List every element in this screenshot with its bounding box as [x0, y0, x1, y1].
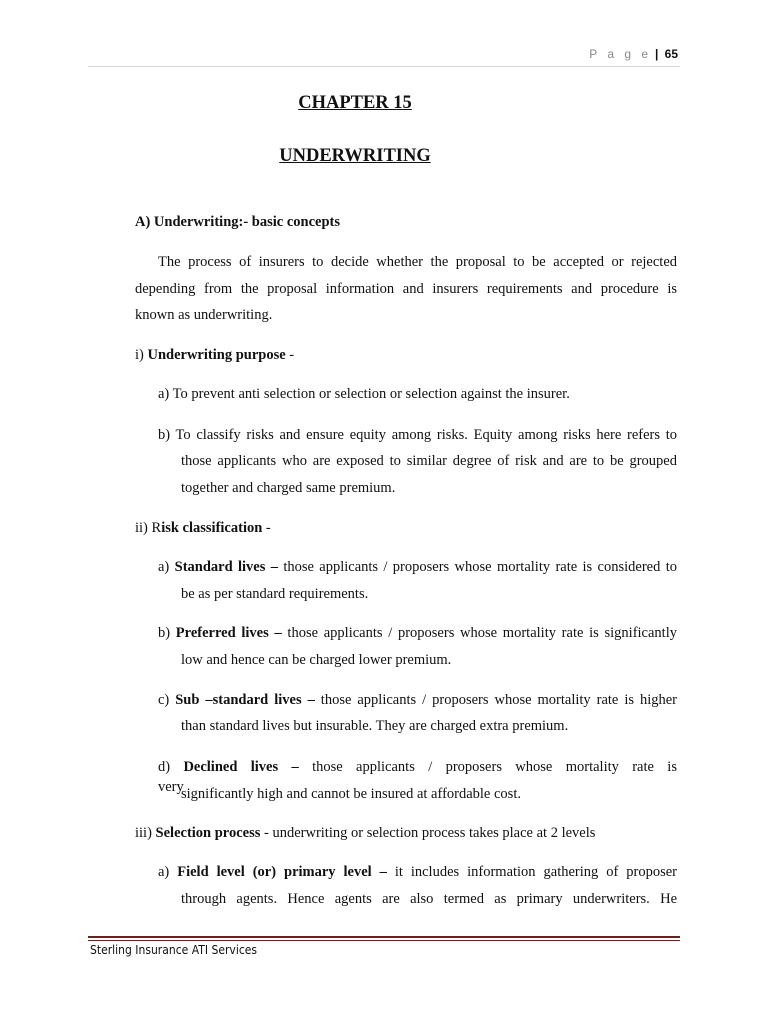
list-text: it includes information gathering of proposer: [386, 864, 677, 880]
list-item: [158, 557, 677, 577]
paragraph-line: known as underwriting.: [135, 307, 273, 323]
list-term: Field level (or) primary level –: [177, 864, 387, 880]
section-heading-text: A) Underwriting:- basic concepts: [135, 214, 340, 230]
list-text: those applicants / proposers whose mortality rate is higher: [314, 692, 677, 708]
footer-divider: [88, 936, 680, 938]
list-label: c): [158, 692, 176, 708]
subsection-prefix: iii): [135, 825, 156, 841]
subsection-title: isk classification: [161, 520, 263, 536]
list-label: a): [158, 559, 175, 575]
subsection-suffix: -: [262, 520, 271, 536]
list-text: those applicants / proposers whose mortality rate is considered to: [277, 559, 677, 575]
subsection-title: Underwriting purpose: [147, 347, 286, 363]
header-divider: [88, 66, 680, 67]
page-header: [589, 47, 678, 61]
paragraph-line: depending from the proposal information and insurers requirements and procedure is: [135, 281, 677, 297]
list-item-continuation: through agents. Hence agents are also termed as primary underwriters. He: [181, 891, 677, 907]
list-item: [158, 690, 677, 710]
list-item-continuation: be as per standard requirements.: [181, 586, 369, 602]
subsection-title: Selection process: [155, 825, 261, 841]
list-label: b): [158, 625, 176, 641]
list-term: Standard lives –: [174, 559, 278, 575]
list-item-continuation: low and hence can be charged lower premium.: [181, 652, 452, 668]
list-term: Declined lives –: [183, 759, 299, 775]
list-item-continuation: together and charged same premium.: [181, 480, 396, 496]
subsection-heading: [135, 518, 271, 538]
list-text: those applicants / proposers whose mortality rate is significantly: [281, 625, 677, 641]
subsection-prefix: i): [135, 347, 148, 363]
list-item-continuation: significantly high and cannot be insured at affordable cost.: [181, 786, 521, 802]
subsection-suffix: - underwriting or selection process takes place at 2 levels: [260, 825, 596, 841]
subsection-suffix: -: [285, 347, 295, 363]
list-item: b) To classify risks and ensure equity among risks. Equity among risks here refers to: [158, 427, 677, 443]
subsection-heading: [135, 823, 595, 843]
list-item-continuation: those applicants who are exposed to similar degree of risk and are to be grouped: [181, 453, 677, 469]
list-label: a): [158, 864, 178, 880]
page-separator: |: [654, 47, 659, 61]
chapter-heading: CHAPTER 15: [298, 93, 412, 113]
list-term: Sub –standard lives –: [175, 692, 315, 708]
subsection-prefix: ii) R: [135, 520, 162, 536]
list-label: d): [158, 759, 184, 775]
section-heading: [135, 212, 340, 232]
footer-text: Sterling Insurance ATI Services: [90, 943, 258, 957]
page-label: P a g e: [589, 47, 652, 61]
list-item: [158, 862, 677, 882]
list-item-continuation: than standard lives but insurable. They are charged extra premium.: [181, 718, 569, 734]
footer-divider-thin: [88, 940, 680, 941]
list-term: Preferred lives –: [175, 625, 282, 641]
chapter-title: UNDERWRITING: [279, 146, 431, 166]
page-number: 65: [664, 47, 678, 61]
paragraph-line: The process of insurers to decide whether the proposal to be accepted or rejected: [158, 254, 677, 270]
list-item: [158, 623, 677, 643]
list-item: a) To prevent anti selection or selection or selection against the insurer.: [158, 386, 570, 402]
subsection-heading: [135, 345, 294, 365]
list-text: those applicants / proposers whose mortality rate is very: [158, 759, 677, 795]
